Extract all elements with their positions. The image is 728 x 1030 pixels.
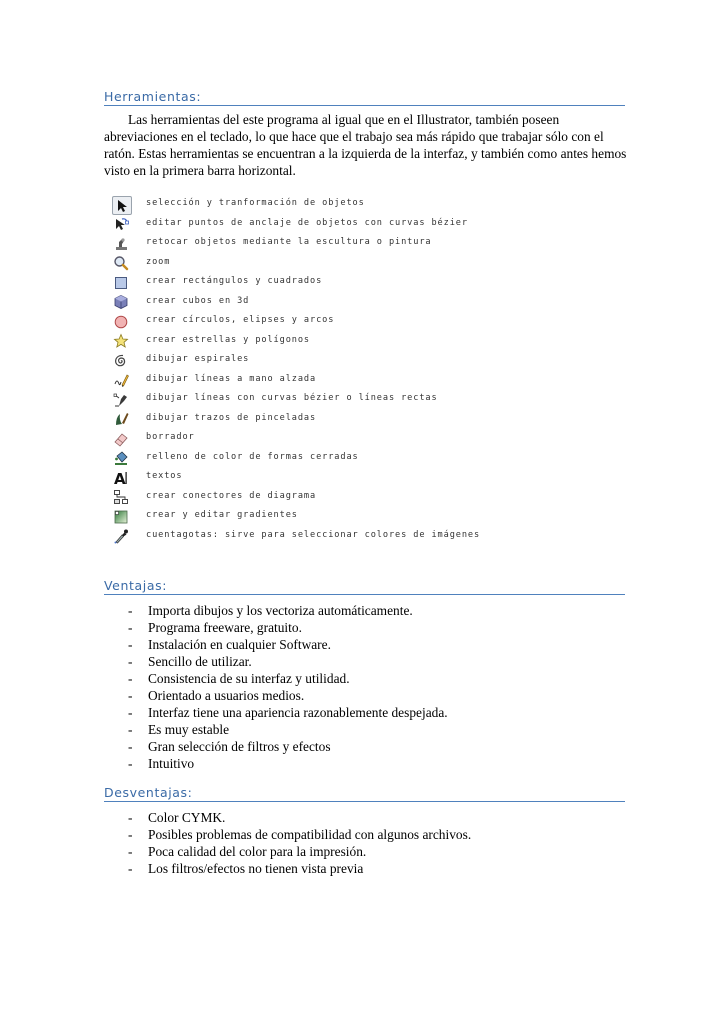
tool-row [108, 507, 628, 527]
pen-icon [112, 391, 130, 408]
herramientas-paragraph [104, 111, 629, 179]
node-edit-icon [112, 216, 130, 233]
list-item [104, 602, 624, 619]
tool-row [108, 527, 628, 547]
tools-list [108, 195, 628, 546]
list-item [104, 809, 624, 826]
list-item [104, 704, 624, 721]
desventajas-heading: Desventajas: [104, 785, 625, 802]
bullet-dash: - [128, 705, 133, 720]
paint-bucket-icon [112, 450, 130, 467]
tool-label: crear cubos en 3d [146, 295, 250, 306]
bullet-dash: - [128, 756, 133, 771]
tool-row [108, 351, 628, 371]
list-item [104, 653, 624, 670]
eraser-icon [112, 430, 130, 447]
bullet-dash: - [128, 603, 133, 618]
bullet-dash: - [128, 637, 133, 652]
list-item [104, 636, 624, 653]
zoom-icon [112, 255, 130, 272]
list-item [104, 721, 624, 738]
tool-label: crear círculos, elipses y arcos [146, 315, 335, 325]
tool-label: borrador [146, 432, 195, 442]
tool-row [108, 488, 628, 508]
list-item [104, 860, 624, 877]
tool-label: cuentagotas: sirve para seleccionar colores de imágenes [146, 529, 481, 540]
list-item [104, 826, 624, 843]
tool-label: dibujar líneas con curvas bézier o líneas rectas [146, 393, 438, 403]
list-item-text: Orientado a usuarios medios. [148, 688, 305, 703]
bullet-dash: - [128, 688, 133, 703]
list-item-text: Posibles problemas de compatibilidad con algunos archivos. [148, 827, 472, 842]
desventajas-list [104, 809, 624, 877]
tool-label: crear rectángulos y cuadrados [146, 276, 323, 286]
tool-row [108, 293, 628, 313]
list-item-text: Color CYMK. [148, 810, 226, 825]
bullet-dash: - [128, 671, 133, 686]
spiral-icon [112, 352, 130, 369]
list-item-text: Es muy estable [148, 722, 230, 737]
tool-label: selección y tranformación de objetos [146, 198, 365, 208]
tool-label: dibujar espirales [146, 354, 250, 364]
bullet-dash: - [128, 654, 133, 669]
tool-row [108, 215, 628, 235]
list-item-text: Instalación en cualquier Software. [148, 637, 331, 652]
tool-label: crear estrellas y polígonos [146, 334, 310, 345]
calligraphy-icon [112, 411, 130, 428]
connector-icon [112, 489, 130, 506]
text-icon-glyph: A [114, 469, 126, 486]
bullet-dash: - [128, 810, 133, 825]
list-item-text: Consistencia de su interfaz y utilidad. [148, 671, 350, 686]
tool-row [108, 410, 628, 430]
list-item-text: Gran selección de filtros y efectos [148, 739, 331, 754]
bullet-dash: - [128, 844, 133, 859]
tool-row [108, 312, 628, 332]
rectangle-icon [112, 274, 130, 291]
list-item [104, 619, 624, 636]
list-item-text: Poca calidad del color para la impresión. [148, 844, 367, 859]
list-item-text: Los filtros/efectos no tienen vista previa [148, 861, 364, 876]
cube-icon [112, 294, 130, 311]
tool-label: retocar objetos mediante la escultura o pintura [146, 237, 432, 247]
tool-label: dibujar trazos de pinceladas [146, 412, 317, 423]
tool-row [108, 449, 628, 469]
list-item [104, 843, 624, 860]
tool-label: relleno de color de formas cerradas [146, 451, 359, 462]
tool-label: zoom [146, 256, 171, 267]
list-item [104, 670, 624, 687]
bullet-dash: - [128, 620, 133, 635]
pencil-icon [112, 372, 130, 389]
bullet-dash: - [128, 827, 133, 842]
herramientas-paragraph-text: Las herramientas del este programa al igual que en el Illustrator, también poseen abreviaciones en el teclado, lo que hace que el trabajo sea más rápido que trabajar sólo con el ratón. Estas herramientas se encuentran a la izquierda de la interfaz, y también como antes hemos visto en la primera barra horizontal. [104, 112, 627, 178]
circle-icon [112, 313, 130, 330]
star-icon [112, 333, 130, 350]
tool-row [108, 468, 628, 488]
tool-row [108, 195, 628, 215]
list-item [104, 755, 624, 772]
bullet-dash: - [128, 722, 133, 737]
tool-label: dibujar líneas a mano alzada [146, 373, 317, 384]
tool-row [108, 273, 628, 293]
gradient-icon [112, 508, 130, 525]
list-item-text: Importa dibujos y los vectoriza automáticamente. [148, 603, 413, 618]
bullet-dash: - [128, 861, 133, 876]
list-item-text: Sencillo de utilizar. [148, 654, 252, 669]
tool-row [108, 429, 628, 449]
list-item [104, 738, 624, 755]
tool-label: editar puntos de anclaje de objetos con curvas bézier [146, 217, 468, 228]
tool-row [108, 332, 628, 352]
tool-row [108, 254, 628, 274]
herramientas-heading: Herramientas: [104, 89, 625, 106]
tool-row [108, 390, 628, 410]
tool-row [108, 234, 628, 254]
list-item-text: Programa freeware, gratuito. [148, 620, 302, 635]
tool-row [108, 371, 628, 391]
ventajas-heading: Ventajas: [104, 578, 625, 595]
text-icon [112, 469, 130, 486]
ventajas-list [104, 602, 624, 772]
dropper-icon [112, 528, 130, 545]
list-item-text: Intuitivo [148, 756, 195, 771]
list-item [104, 687, 624, 704]
tool-label: crear conectores de diagrama [146, 490, 317, 501]
tool-label: crear y editar gradientes [146, 510, 298, 520]
selector-arrow-icon [112, 196, 132, 215]
list-item-text: Interfaz tiene una apariencia razonablemente despejada. [148, 705, 448, 720]
tool-label: textos [146, 471, 183, 481]
bullet-dash: - [128, 739, 133, 754]
tweak-icon [112, 235, 130, 252]
